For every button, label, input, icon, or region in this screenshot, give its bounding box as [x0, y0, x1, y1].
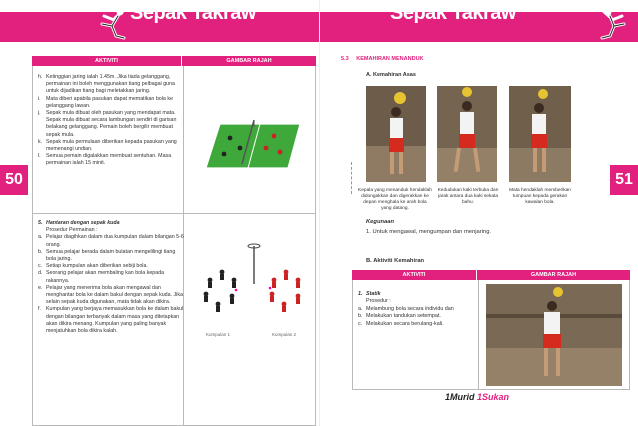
right-table-header-gambar: GAMBAR RAJAH [530, 272, 577, 278]
right-table-header-aktiviti: AKTIVITI [352, 270, 477, 280]
photo-heading-3 [509, 86, 571, 182]
kegunaan-title: Kegunaan [366, 219, 395, 225]
left-table-header [32, 56, 316, 66]
activity5-procedure-label: Prosedur Permainan : [46, 227, 98, 234]
brand-logo [445, 392, 509, 402]
left-table-header-gambar: GAMBAR RAJAH [226, 58, 272, 64]
list-item: b. Semua pelajar berada dalam bulatan mengelilingi tiang bola jaring. [38, 248, 176, 263]
list-item: k. Sepak mula permulaan diberikan kepada pasukan yang memenangi undian. [38, 138, 177, 153]
list-item: i. Mata diberi apabila pasukan dapat mematikan bola ke gelanggang lawan. [38, 95, 173, 109]
activity1-procedure-label: Prosedur : [366, 298, 391, 305]
photo-heading-2 [437, 86, 497, 182]
rules-list [38, 74, 184, 168]
list-item: e. Pelajar yang menerima bola akan mengawal dan menghantar bola ke dalam bakul dengan sepak kuda. Jika selain sepak kuda digunakan, mata tidak akan dikira. [38, 284, 183, 306]
list-item: f. Kumpulan yang berjaya memasukkan bola ke dalam bakul dengan bilangan terbanyak dalam masa yang ditetapkan akan dikira menang. Kumpulan yang paling banyak menjatuhkan bola dikira kalah. [38, 306, 184, 335]
list-item: a. Pelajar diagihkan dalam dua kumpulan dalam bilangan 5-6 orang. [38, 234, 184, 248]
right-page-title: Sepak Takraw [390, 2, 516, 24]
kicking-player-logo-icon [94, 4, 134, 44]
list-item: d. Seorang pelajar akan membaling kan bola kepada rakannya. [38, 270, 165, 284]
left-table-header-aktiviti: AKTIVITI [32, 56, 182, 66]
kegunaan-item: 1. Untuk mengawal, mengumpan dan menjaring. [366, 229, 492, 235]
right-table-header [352, 270, 630, 280]
caption-3: Mata hendaklah memberikan tumpuan kepada gerakan kawalan bola. [509, 188, 571, 205]
list-item: c. Melakukan secara berulang-kali. [358, 320, 444, 327]
dashed-divider [351, 162, 352, 194]
list-item: l. Semua pemain digalakkan membuat sentuhan. Masa permainan ialah 15 minit. [38, 153, 172, 167]
caption-2: Kedudukan kaki terbuka dan jarak antara dua kaki sekata bahu. [437, 188, 499, 205]
activity1-list [358, 291, 476, 328]
kicking-player-logo-icon [592, 4, 632, 44]
list-item: h. Ketinggian jaring ialah 1.45m. Jika tiada gelanggang, permainan ini boleh menggunakan tiang pelbagai guna untuk dijadikan tiang bagi meletakkan jaring. [38, 74, 175, 95]
left-page-number: 50 [0, 165, 28, 195]
activity5-list [38, 220, 184, 335]
aktiviti-title: B. Aktiviti Kemahiran [366, 258, 425, 264]
diagram-label-group2: Kumpulan 2 [272, 332, 297, 337]
list-item: j. Sepak mula dibuat oleh pasukan yang mendapat mata. Sepak mula dibuat secara lambungan sendiri di garisan belakang gelanggang. Pemain boleh bergilir membuat sepak mula. [38, 110, 177, 138]
subsection-heading: A. Kemahiran Asas [366, 72, 416, 78]
list-item: c. Setiap kumpulan akan diberikan sebiji bola. [38, 263, 148, 270]
brand-part2: 1Sukan [477, 392, 510, 402]
photo-activity-statik [486, 284, 622, 386]
list-item: b. Melakukan tandukan setempat. [358, 313, 441, 320]
list-item: a. Melambung bola secara individu dan [358, 305, 454, 312]
right-page-number: 51 [610, 165, 638, 195]
diagram-label-group1: Kumpulan 1 [206, 332, 231, 337]
photo-heading-1 [366, 86, 426, 182]
caption-1: Kepala yang menanduk hendaklah didongakkan dan digerakkan ke depan menghala ke arah bola yang datang. [358, 188, 432, 211]
activity5-heading: 5. Hantaran dengan sepak kuda [38, 220, 120, 226]
circle-group-diagram [192, 240, 314, 336]
brand-part1: 1Murid [445, 392, 475, 402]
section-heading: 5.3 KEMAHIRAN MENANDUK [341, 56, 424, 62]
sepak-takraw-court-diagram [200, 118, 308, 172]
activity1-heading: 1. Statik [358, 291, 381, 297]
left-page-title: Sepak Takraw [130, 2, 256, 24]
